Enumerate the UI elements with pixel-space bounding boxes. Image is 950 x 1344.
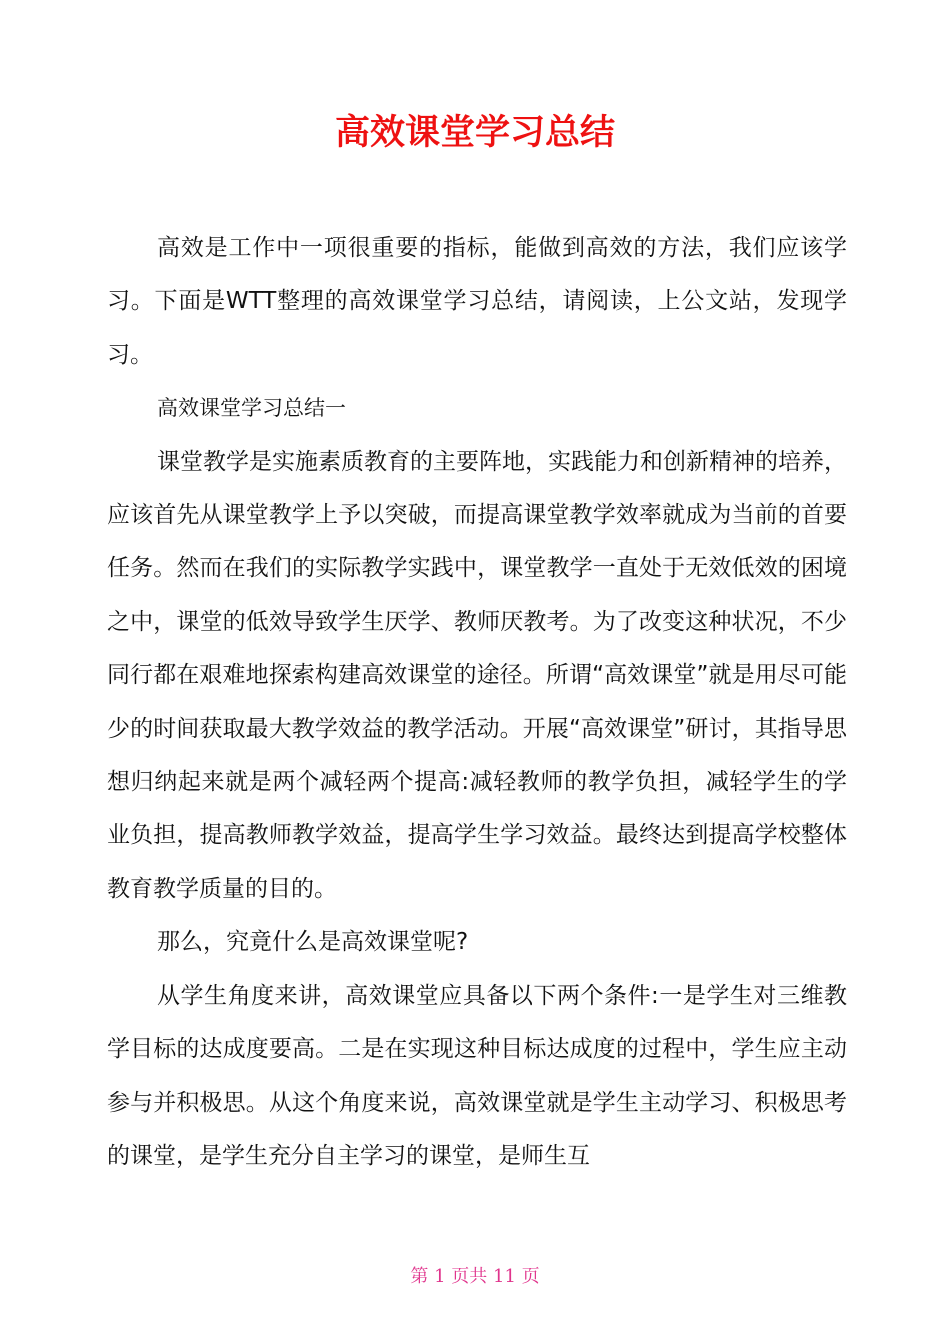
question-paragraph: 那么，究竟什么是高效课堂呢? — [157, 929, 469, 956]
intro-paragraph: 高效是工作中一项很重要的指标，能做到高效的方法，我们应该学习。下面是WTT整理的高效课堂学习总结，请阅读，上公文站，发现学习。 — [107, 235, 847, 368]
section-heading: 高效课堂学习总结一 — [157, 396, 346, 421]
page-number-footer: 第 1 页共 11 页 — [410, 1266, 540, 1287]
body-paragraph: 课堂教学是实施素质教育的主要阵地，实践能力和创新精神的培养，应该首先从课堂教学上予以突破，而提高课堂教学效率就成为当前的首要任务。然而在我们的实际教学实践中，课堂教学一直处于无效低效的困境之中，课堂的低效导致学生厌学、教师厌教考。为了改变这种状况，不少同行都在艰难地探索构建高效课堂的途径。所谓“高效课堂”就是用尽可能少的时间获取最大教学效益的教学活动。开展“高效课堂”研讨，其指导思想归纳起来就是两个减轻两个提高:减轻教师的教学负担，减轻学生的学业负担，提高教师教学效益，提高学生学习效益。最终达到提高学校整体教育教学质量的目的。 — [107, 448, 847, 902]
document-title: 高效课堂学习总结 — [334, 113, 615, 153]
document-body — [107, 222, 847, 1183]
body-paragraph: 从学生角度来讲，高效课堂应具备以下两个条件:一是学生对三维教学目标的达成度要高。二是在实现这种目标达成度的过程中，学生应主动参与并积极思。从这个角度来说，高效课堂就是学生主动学习、积极思考的课堂，是学生充分自主学习的课堂，是师生互 — [107, 982, 847, 1169]
